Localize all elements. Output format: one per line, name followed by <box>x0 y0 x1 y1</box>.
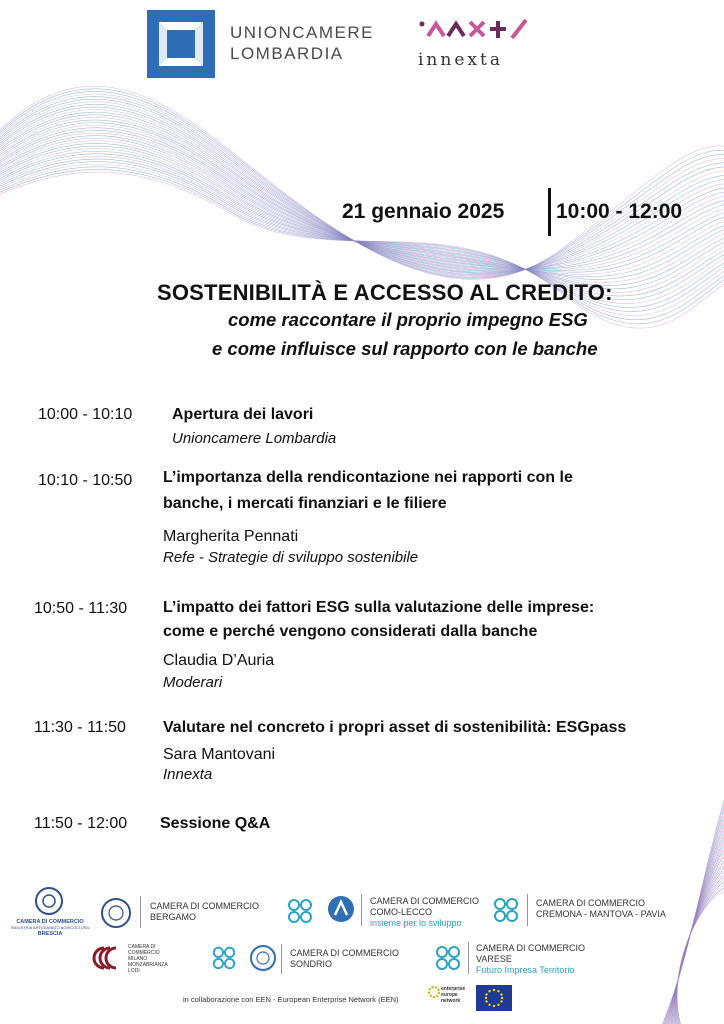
wave-line <box>671 834 724 1024</box>
agenda-org-3: Moderari <box>163 674 223 691</box>
como-line-3: insieme per lo sviluppo <box>370 918 462 928</box>
wave-line <box>675 861 724 1024</box>
wave-line <box>0 107 724 273</box>
agenda-title-1: Apertura dei lavori <box>172 406 314 423</box>
como-lecco-icon <box>327 895 355 928</box>
varese-line-1: CAMERA DI COMMERCIO <box>476 943 586 953</box>
event-title: SOSTENIBILITÀ E ACCESSO AL CREDITO: <box>157 280 613 305</box>
een-logo-line-2: europe <box>441 992 458 998</box>
een-note: in collaborazione con EEN - European Enterprise Network (EEN) <box>183 995 399 1004</box>
agenda-time-2: 10:10 - 10:50 <box>38 472 133 489</box>
cremona-line-2: CREMONA - MANTOVA - PAVIA <box>536 909 666 919</box>
wave-line <box>0 86 724 279</box>
knot-icon <box>285 896 315 931</box>
como-divider <box>361 894 362 926</box>
wave-line <box>0 104 724 273</box>
agenda-time-1: 10:00 - 10:10 <box>38 406 133 423</box>
wave-line <box>0 110 724 272</box>
como-label <box>370 896 479 929</box>
milano-logo-icon <box>92 945 122 976</box>
agenda-speaker-3: Claudia D’Auria <box>163 652 275 669</box>
brescia-line-2: INDUSTRIA ARTIGIANATO AGRICOLTURA <box>10 925 90 930</box>
wave-line <box>660 780 724 1024</box>
wave-line <box>674 852 724 1024</box>
milano-line-5: LODI <box>128 968 140 974</box>
unioncamere-line-2: LOMBARDIA <box>230 44 344 63</box>
agenda-speaker-2: Margherita Pennati <box>163 528 299 545</box>
bergamo-line-1: CAMERA DI COMMERCIO <box>150 901 260 911</box>
wave-line <box>662 789 724 1024</box>
knot-icon <box>491 895 521 930</box>
agenda-title-3b: come e perché vengono considerati dalla banche <box>163 623 538 640</box>
agenda-title-2a: L’importanza della rendicontazione nei rapporti con le <box>163 469 573 486</box>
wave-line <box>665 803 724 1024</box>
agenda-time-5: 11:50 - 12:00 <box>34 815 128 832</box>
wave-line <box>0 117 724 270</box>
varese-label <box>476 943 585 976</box>
wave-line <box>0 99 724 275</box>
event-subtitle-1: come raccontare il proprio impegno ESG <box>228 309 588 330</box>
agenda-time-4: 11:30 - 11:50 <box>34 719 126 736</box>
wave-line <box>0 154 724 300</box>
wave-line <box>0 125 724 269</box>
een-logo-line-1: enterprise <box>441 986 466 992</box>
agenda-org-4: Innexta <box>163 766 213 783</box>
varese-line-2: VARESE <box>476 954 512 964</box>
sondrio-line-2: SONDRIO <box>290 959 333 969</box>
een-logo-line-3: network <box>441 998 461 1004</box>
agenda-speaker-4: Sara Mantovani <box>163 746 276 763</box>
wave-line <box>0 123 724 270</box>
cremona-divider <box>527 894 528 926</box>
agenda-title-5: Sessione Q&A <box>160 815 271 832</box>
wave-line <box>0 120 724 270</box>
wave-line <box>664 798 724 1024</box>
bergamo-line-2: BERGAMO <box>150 912 197 922</box>
wave-line <box>672 839 724 1024</box>
innexta-wordmark: innexta <box>418 50 503 70</box>
event-subtitle-2: e come influisce sul rapporto con le banche <box>212 338 598 359</box>
como-line-1: CAMERA DI COMMERCIO <box>370 896 480 906</box>
knot-icon <box>210 944 238 977</box>
bergamo-divider <box>140 896 141 928</box>
wave-line <box>0 115 724 271</box>
milano-line-1: CAMERA DI <box>128 944 156 950</box>
brescia-line-1: CAMERA DI COMMERCIO <box>16 919 84 925</box>
eu-flag-icon <box>476 985 512 1011</box>
brescia-label <box>10 919 90 937</box>
agenda-org-2: Refe - Strategie di sviluppo sostenibile <box>163 549 419 566</box>
bergamo-label <box>150 901 259 923</box>
bergamo-seal-icon <box>100 897 132 934</box>
agenda-title-2b: banche, i mercati finanziari e le filiere <box>163 495 447 512</box>
wave-line <box>673 843 724 1024</box>
wave-line <box>0 102 724 274</box>
agenda-time-3: 10:50 - 11:30 <box>34 600 128 617</box>
sondrio-divider <box>281 944 282 974</box>
milano-label <box>128 944 168 974</box>
varese-line-3: Futuro Impresa Territorio <box>476 965 575 975</box>
cremona-line-1: CAMERA DI COMMERCIO <box>536 898 646 908</box>
milano-line-2: COMMERCIO <box>128 950 160 956</box>
unioncamere-wordmark <box>230 22 374 64</box>
wave-line <box>676 866 724 1024</box>
wave-line <box>0 94 724 277</box>
agenda-title-4: Valutare nel concreto i propri asset di sostenibilità: ESGpass <box>163 719 627 736</box>
een-logo <box>427 985 467 1013</box>
event-date: 21 gennaio 2025 <box>342 200 505 223</box>
unioncamere-logo <box>147 10 215 78</box>
agenda-org-1: Unioncamere Lombardia <box>172 430 337 447</box>
milano-line-3: MILANO <box>128 956 148 962</box>
wave-line <box>661 785 724 1024</box>
brescia-seal-icon <box>34 886 64 921</box>
sondrio-line-1: CAMERA DI COMMERCIO <box>290 948 400 958</box>
milano-line-4: MONZABRIANZA <box>128 962 168 968</box>
knot-icon <box>433 943 463 978</box>
sondrio-seal-icon <box>249 944 277 977</box>
agenda-title-3a: L’impatto dei fattori ESG sulla valutazione delle imprese: <box>163 599 595 616</box>
cremona-label <box>536 898 666 920</box>
unioncamere-line-1: UNIONCAMERE <box>230 23 375 42</box>
brescia-line-3: BRESCIA <box>37 931 63 937</box>
varese-divider <box>468 942 469 974</box>
innexta-mark <box>418 16 530 42</box>
date-time-separator <box>548 188 551 236</box>
event-time: 10:00 - 12:00 <box>556 200 683 223</box>
sondrio-label <box>290 948 399 970</box>
wave-line <box>663 794 724 1024</box>
como-line-2: COMO-LECCO <box>370 907 433 917</box>
